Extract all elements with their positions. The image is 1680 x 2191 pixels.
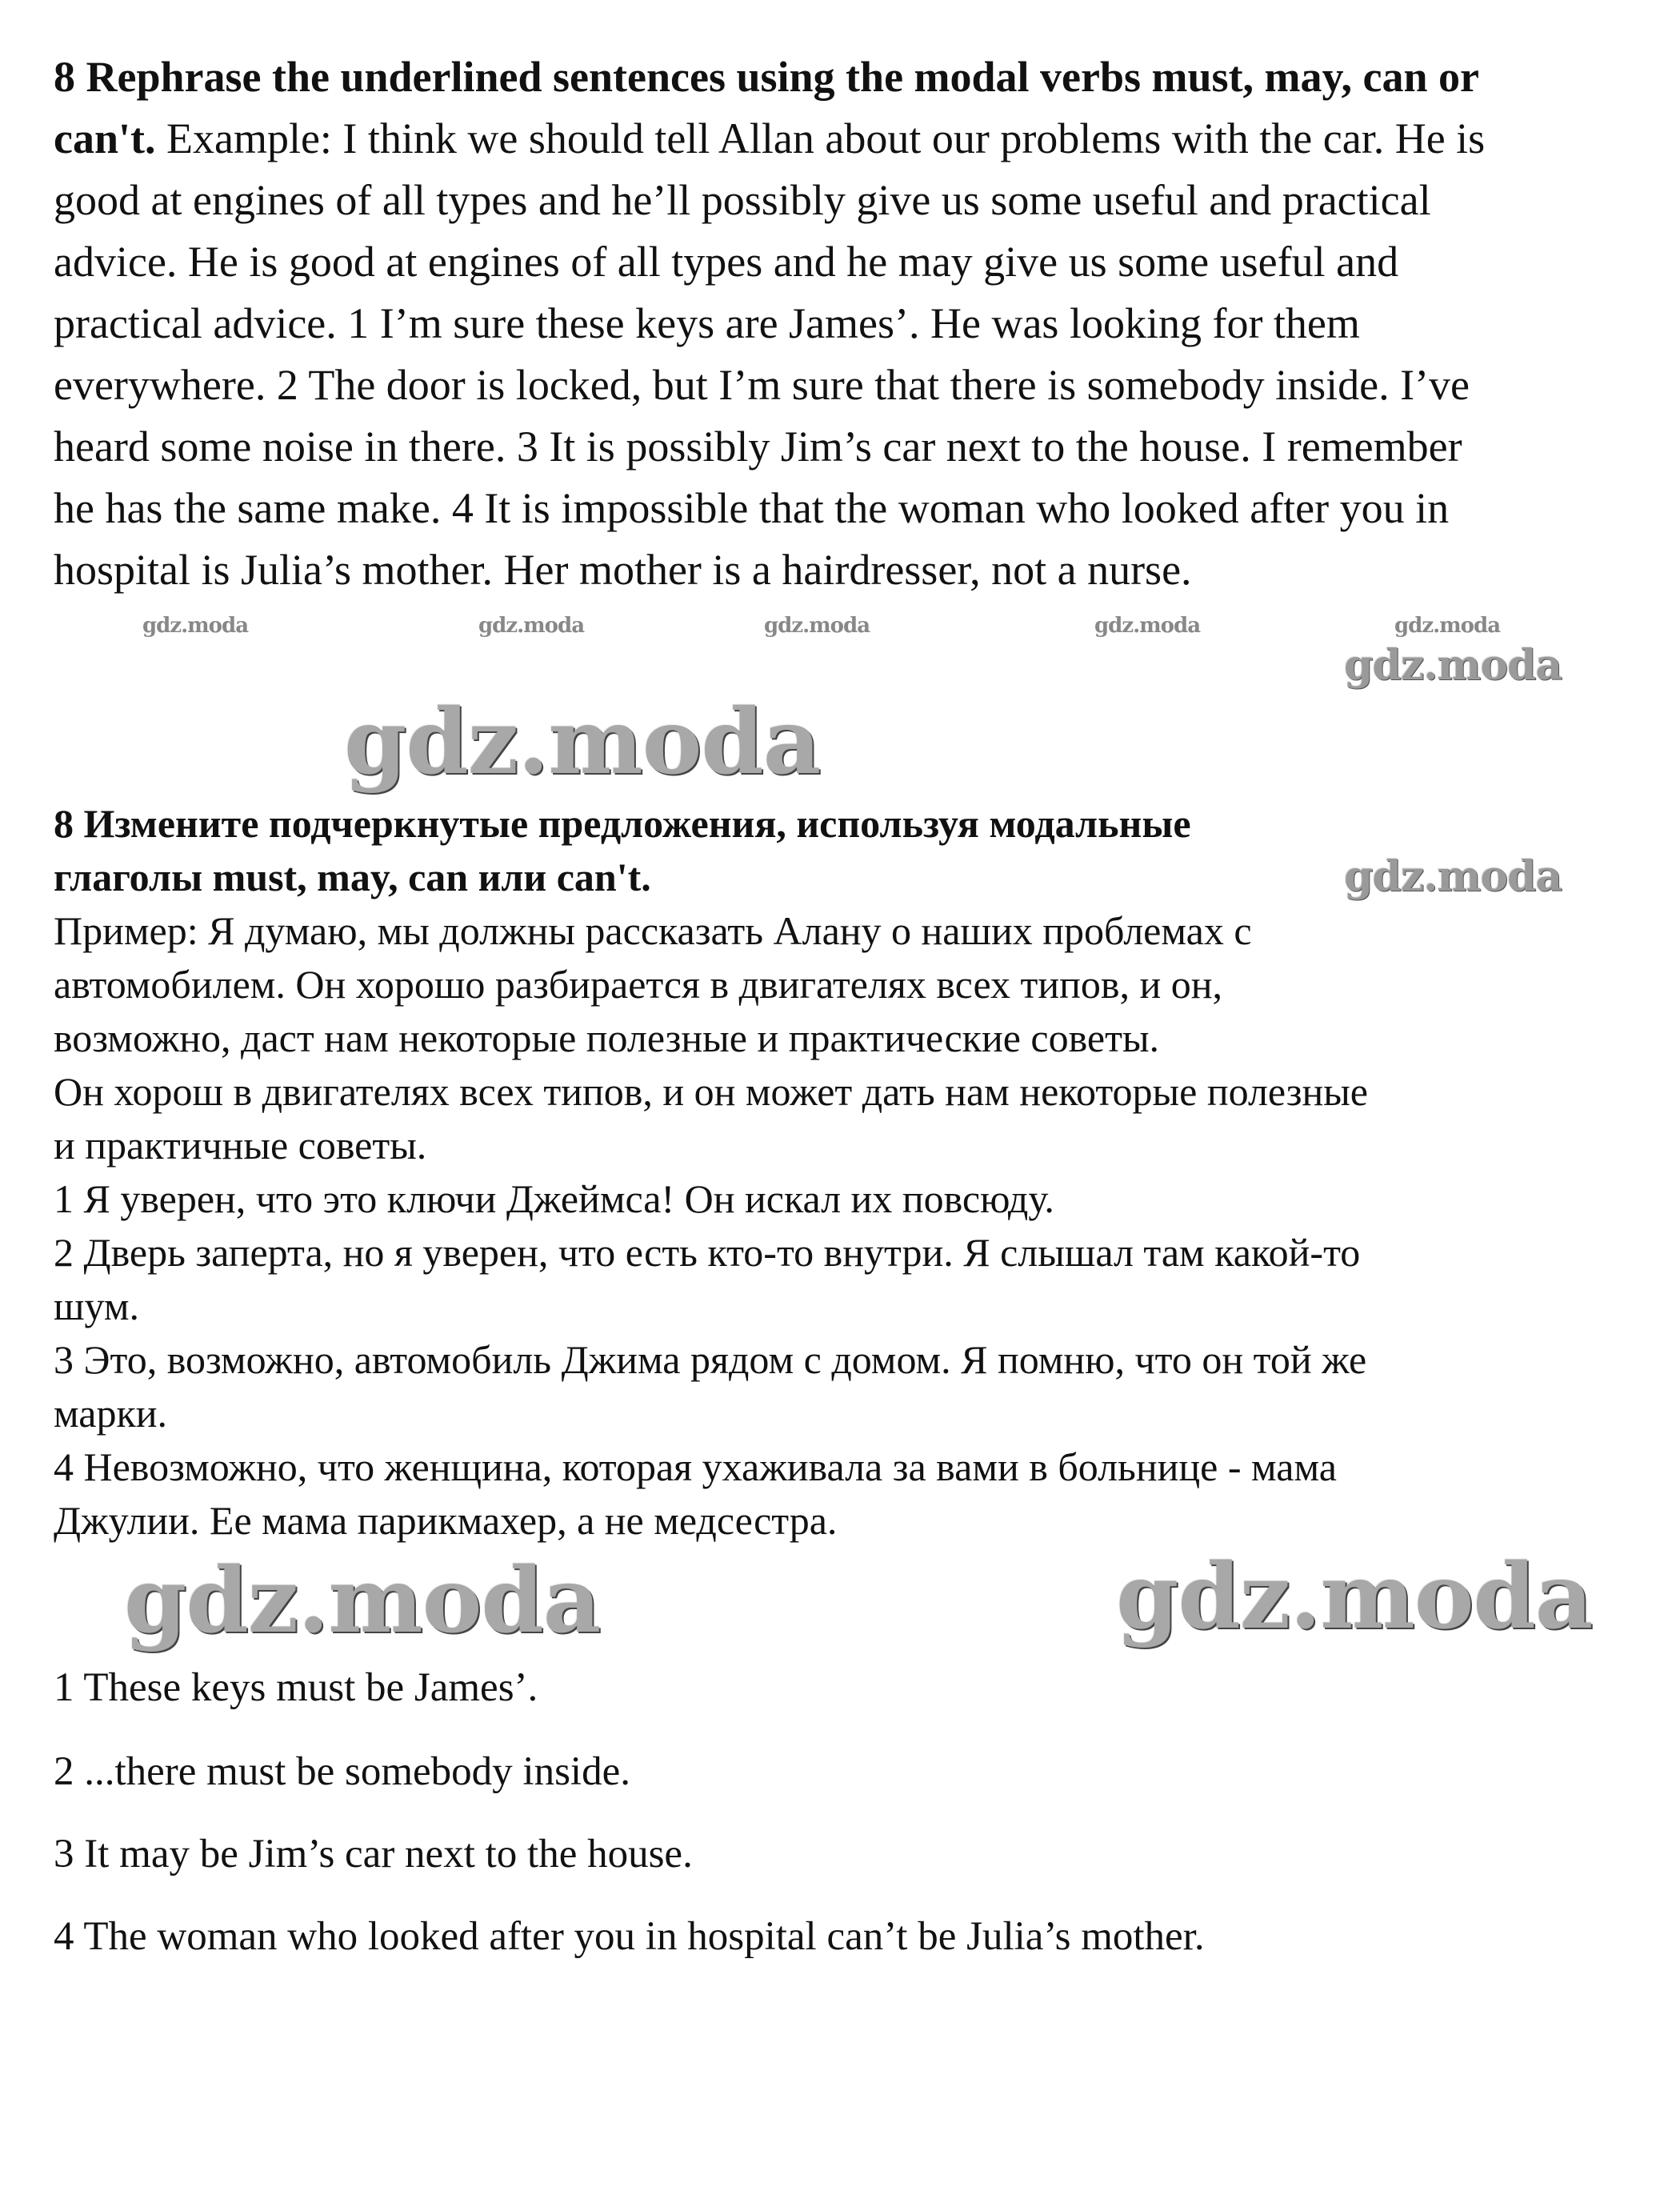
task-text-line: hospital is Julia’s mother. Her mother is a hairdresser, not a nurse.	[54, 546, 1192, 594]
translation-line: Он хорош в двигателях всех типов, и он может дать нам некоторые полезные	[54, 1069, 1368, 1114]
watermark: gdz.moda	[764, 614, 870, 638]
task-text-line: heard some noise in there. 3 It is possibly Jim’s car next to the house. I remember	[54, 423, 1462, 471]
watermark: gdz.moda	[344, 690, 821, 795]
task-heading-ru: 8 Измените подчеркнутые предложения, используя модальные	[54, 801, 1191, 846]
task-text-line: good at engines of all types and he’ll possibly give us some useful and practical	[54, 176, 1431, 224]
translation-line: Джулии. Ее мама парикмахер, а не медсестра.	[54, 1498, 838, 1543]
translation-line: возможно, даст нам некоторые полезные и практические советы.	[54, 1015, 1160, 1060]
watermark: gdz.moda	[1344, 852, 1562, 901]
task-text-line: advice. He is good at engines of all types and he may give us some useful and	[54, 238, 1399, 286]
watermark: gdz.moda	[1094, 614, 1201, 638]
answer-3: 3 It may be Jim’s car next to the house.	[54, 1832, 693, 1877]
task-heading-en: 8 Rephrase the underlined sentences using the modal verbs must, may, can or	[54, 53, 1480, 101]
example-text: Example: I think we should tell Allan about our problems with the car. He is	[155, 114, 1486, 162]
task-text-line: practical advice. 1 I’m sure these keys are James’. He was looking for them	[54, 299, 1360, 347]
answer-2: 2 ...there must be somebody inside.	[54, 1749, 630, 1794]
task-text-line: everywhere. 2 The door is locked, but I’m sure that there is somebody inside. I’ve	[54, 361, 1470, 409]
answer-1: 1 These keys must be James’.	[54, 1665, 538, 1710]
task-text-line: he has the same make. 4 It is impossible that the woman who looked after you in	[54, 484, 1450, 532]
watermark: gdz.moda	[1116, 1544, 1593, 1649]
translation-line: 3 Это, возможно, автомобиль Джима рядом с домом. Я помню, что он той же	[54, 1337, 1367, 1382]
task-text-line	[54, 108, 1485, 170]
translation-line: 4 Невозможно, что женщина, которая ухаживала за вами в больнице - мама	[54, 1444, 1337, 1489]
task-heading-ru-line2: глаголы must, may, can или can't.	[54, 855, 651, 899]
watermark: gdz.moda	[1394, 614, 1501, 638]
watermark: gdz.moda	[124, 1548, 601, 1653]
answer-4: 4 The woman who looked after you in hospital can’t be Julia’s mother.	[54, 1914, 1205, 1959]
translation-line: Пример: Я думаю, мы должны рассказать Алану о наших проблемах с	[54, 908, 1252, 953]
translation-line: шум.	[54, 1284, 139, 1328]
task-heading-en-end: can't.	[54, 114, 156, 162]
translation-line: марки.	[54, 1391, 168, 1436]
translation-line: 2 Дверь заперта, но я уверен, что есть кто-то внутри. Я слышал там какой-то	[54, 1230, 1361, 1275]
translation-line: 1 Я уверен, что это ключи Джеймса! Он искал их повсюду.	[54, 1176, 1054, 1221]
watermark: gdz.moda	[1344, 641, 1562, 690]
translation-line: и практичные советы.	[54, 1123, 427, 1168]
watermark: gdz.moda	[478, 614, 585, 638]
watermark: gdz.moda	[142, 614, 249, 638]
translation-line: автомобилем. Он хорошо разбирается в двигателях всех типов, и он,	[54, 962, 1223, 1007]
